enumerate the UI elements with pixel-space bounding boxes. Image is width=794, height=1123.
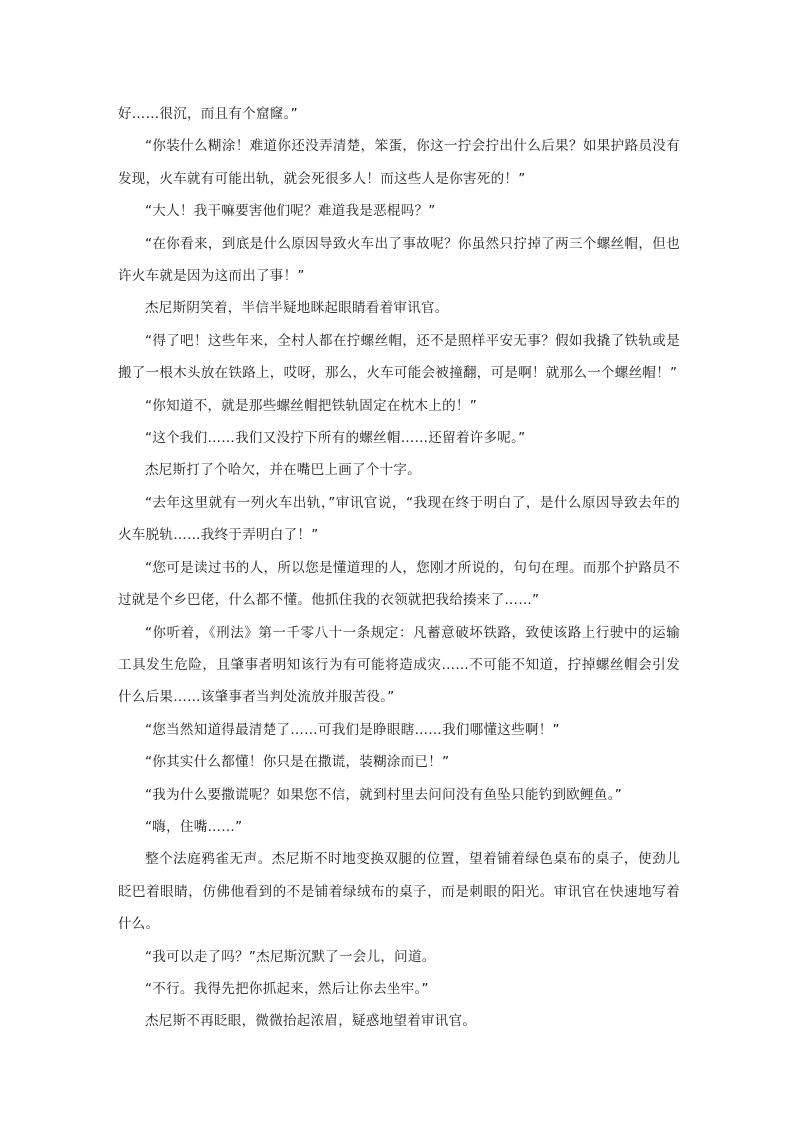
paragraph: “你知道不，就是那些螺丝帽把铁轨固定在枕木上的！” [145, 397, 477, 414]
paragraph: “不行。我得先把你抓起来，然后让你去坐牢。” [145, 980, 429, 997]
paragraph: “我为什么要撒谎呢？如果您不信，就到村里去问问没有鱼坠只能钓到欧鲤鱼。” [145, 786, 623, 803]
paragraph: 杰尼斯不再眨眼，微微抬起浓眉，疑惑地望着审讯官。 [145, 1013, 477, 1030]
paragraph: 整个法庭鸦雀无声。杰尼斯不时地变换双腿的位置，望着铺着绿色桌布的桌子，使劲儿眨巴着眼睛，仿佛他看到的不是铺着绿绒布的桌子，而是刺眼的阳光。审讯官在快速地写着什么。 [118, 851, 680, 933]
paragraph: “在你看来，到底是什么原因导致火车出了事故呢？你虽然只拧掉了两三个螺丝帽，但也许火车就是因为这而出了事！” [118, 235, 680, 285]
paragraph: “你听着，《刑法》第一千零八十一条规定：凡蓄意破坏铁路，致使该路上行驶中的运输工具发生危险，且肇事者明知该行为有可能将造成灾……不可能不知道，拧掉螺丝帽会引发什么后果……该肇事者当判处流放并服苦役。” [118, 624, 680, 706]
paragraph: “您当然知道得最清楚了……可我们是睁眼瞎……我们哪懂这些啊！” [145, 721, 560, 738]
paragraph: “你其实什么都懂！你只是在撒谎，装糊涂而已！” [145, 754, 450, 771]
paragraph: “您可是读过书的人，所以您是懂道理的人，您刚才所说的，句句在理。而那个护路员不过就是个乡巴佬，什么都不懂。他抓住我的衣领就把我给揍来了……” [118, 559, 680, 609]
paragraph: 杰尼斯阴笑着，半信半疑地眯起眼睛看着审讯官。 [145, 300, 449, 317]
paragraph: “大人！我干嘛要害他们呢？难道我是恶棍吗？” [145, 203, 436, 220]
paragraph: “我可以走了吗？”杰尼斯沉默了一会儿，问道。 [145, 948, 436, 965]
paragraph: “得了吧！这些年来，全村人都在拧螺丝帽，还不是照样平安无事？假如我撬了铁轨或是搬了一根木头放在铁路上，哎呀，那么，火车可能会被撞翻，可是啊！就那么一个螺丝帽！” [118, 332, 680, 382]
paragraph: “你装什么糊涂！难道你还没弄清楚，笨蛋，你这一拧会拧出什么后果？如果护路员没有发现，火车就有可能出轨，就会死很多人！而这些人是你害死的！” [118, 138, 680, 187]
paragraph: “嗨，住嘴……” [145, 818, 243, 835]
paragraph: “去年这里就有一列火车出轨，”审讯官说，“我现在终于明白了，是什么原因导致去年的火车脱轨……我终于弄明白了！” [118, 494, 680, 544]
paragraph: 杰尼斯打了个哈欠，并在嘴巴上画了个十字。 [145, 462, 421, 479]
document-body [118, 98, 680, 1038]
paragraph: “这个我们……我们又没拧下所有的螺丝帽……还留着许多呢。” [145, 430, 526, 447]
paragraph: 好……很沉，而且有个窟窿。” [118, 106, 298, 122]
